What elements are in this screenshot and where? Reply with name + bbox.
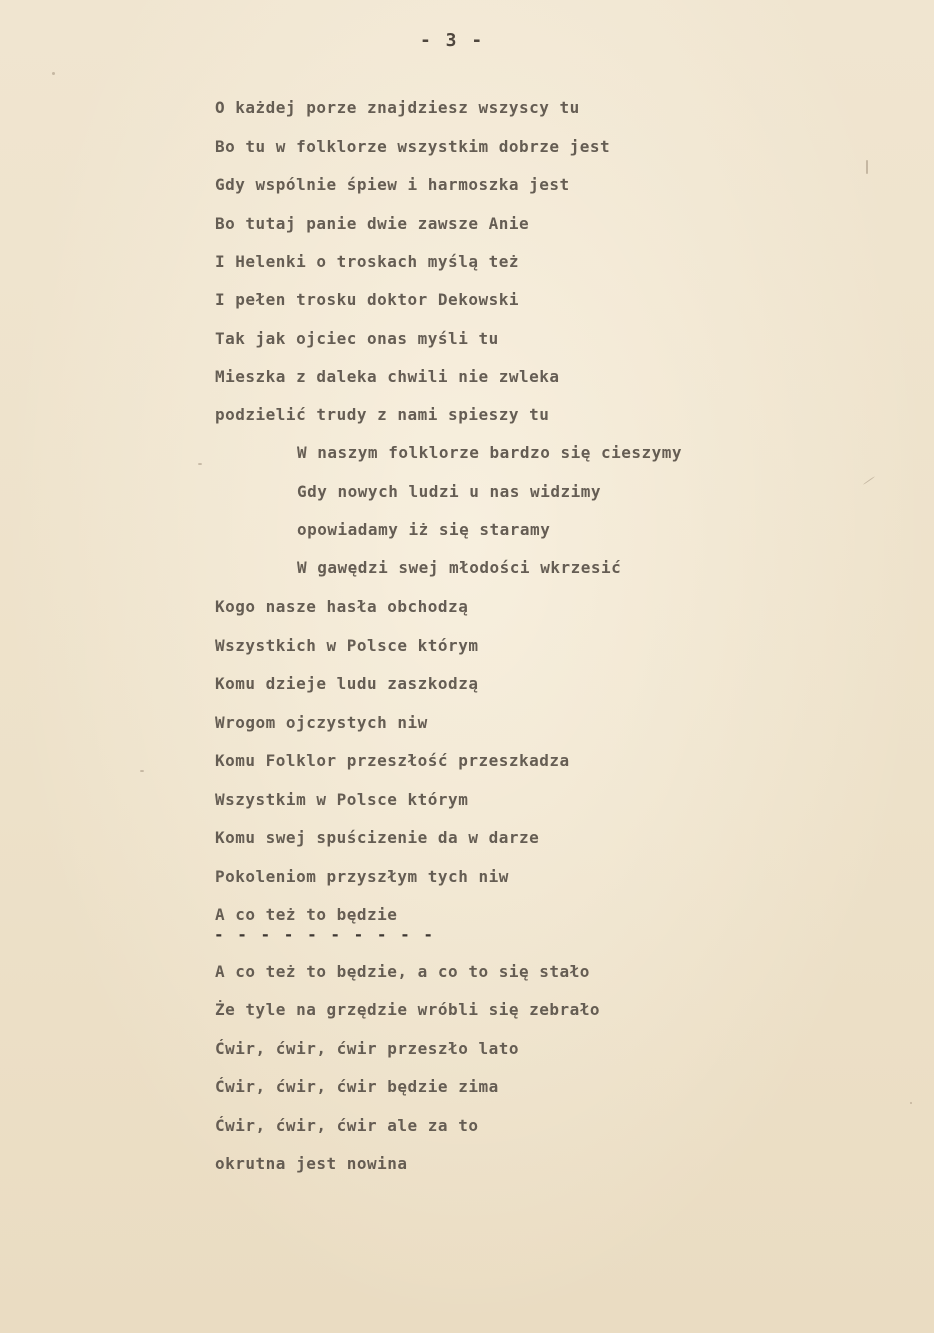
verse-line: Pokoleniom przyszłym tych niw xyxy=(215,867,509,886)
verse-line: okrutna jest nowina xyxy=(215,1154,408,1173)
verse-line: A co też to będzie, a co to się stało xyxy=(215,962,590,981)
verse-line: Wszystkich w Polsce którym xyxy=(215,636,479,655)
verse-line: I pełen trosku doktor Dekowski xyxy=(215,290,519,309)
verse-line: Ćwir, ćwir, ćwir będzie zima xyxy=(215,1077,499,1096)
verse-line: Bo tu w folklorze wszystkim dobrze jest xyxy=(215,137,611,156)
verse-line: Ćwir, ćwir, ćwir przeszło lato xyxy=(215,1039,519,1058)
verse-line: Gdy wspólnie śpiew i harmoszka jest xyxy=(215,175,570,194)
verse-line: I Helenki o troskach myślą też xyxy=(215,252,519,271)
verse-line: Tak jak ojciec onas myśli tu xyxy=(215,329,499,348)
verse-line-indented: W naszym folklorze bardzo się cieszymy xyxy=(297,443,683,462)
verse-line: Komu dzieje ludu zaszkodzą xyxy=(215,674,479,693)
verse-line: Bo tutaj panie dwie zawsze Anie xyxy=(215,214,530,233)
verse-line: Wszystkim w Polsce którym xyxy=(215,790,469,809)
verse-line: Ćwir, ćwir, ćwir ale za to xyxy=(215,1116,479,1135)
dashed-divider: - - - - - - - - - - xyxy=(214,925,436,944)
verse-line: Kogo nasze hasła obchodzą xyxy=(215,597,469,616)
verse-line: Komu Folklor przeszłość przeszkadza xyxy=(215,751,570,770)
paper-speck xyxy=(52,72,55,75)
paper-speck xyxy=(863,476,875,485)
verse-line: O każdej porze znajdziesz wszyscy tu xyxy=(215,98,580,117)
verse-line-indented: Gdy nowych ludzi u nas widzimy xyxy=(297,482,601,501)
paper-speck xyxy=(198,463,202,465)
paper-speck xyxy=(910,1102,912,1104)
paper-speck xyxy=(866,160,868,174)
paper-speck xyxy=(140,770,144,772)
verse-line-indented: W gawędzi swej młodości wkrzesić xyxy=(297,558,622,577)
verse-line: Mieszka z daleka chwili nie zwleka xyxy=(215,367,560,386)
verse-line: Że tyle na grzędzie wróbli się zebrało xyxy=(215,1000,601,1019)
verse-line: A co też to będzie xyxy=(215,905,398,924)
verse-line: podzielić trudy z nami spieszy tu xyxy=(215,405,550,424)
verse-line: Wrogom ojczystych niw xyxy=(215,713,428,732)
verse-line: Komu swej spuścizenie da w darze xyxy=(215,828,540,847)
verse-line-indented: opowiadamy iż się staramy xyxy=(297,520,551,539)
page-number: - 3 - xyxy=(420,30,485,51)
